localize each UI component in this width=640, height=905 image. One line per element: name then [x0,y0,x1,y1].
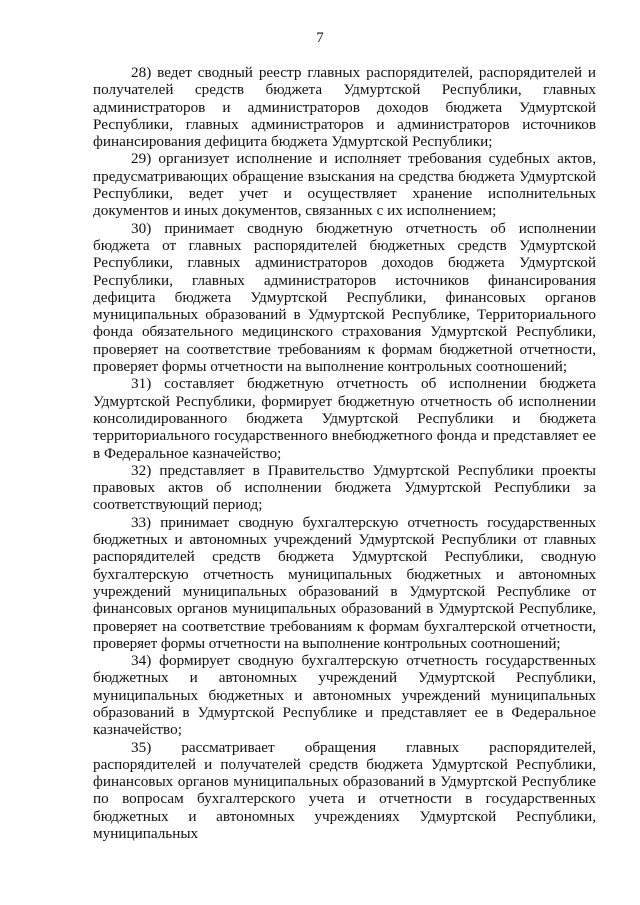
list-item-32: 32) представляет в Правительство Удмуртской Республики проекты правовых актов об исполнении бюджета Удмуртской Республики за соответствующий период; [93,461,596,514]
list-item-29: 29) организует исполнение и исполняет требования судебных актов, предусматривающих обращение взыскания на средства бюджета Удмуртской Республики, ведет учет и осуществляет хранение исполнительных документов и иных документов, связанных с их исполнением; [93,150,596,220]
list-item-33: 33) принимает сводную бухгалтерскую отчетность государственных бюджетных и автономных учреждений Удмуртской Республики от главных распорядителей средств бюджета Удмуртской Республики, сводную бухгалтерскую отчетность муниципальных бюджетных и автономных учреждений муниципальных образований в Удмуртской Республике от финансовых органов муниципальных образований в Удмуртской Республике, проверяет на соответствие требованиям к формам бухгалтерской отчетности, проверяет формы отчетности на выполнение контрольных соотношений; [93,513,596,652]
list-item-34: 34) формирует сводную бухгалтерскую отчетность государственных бюджетных и автономных учреждений Удмуртской Республики, муниципальных бюджетных и автономных учреждений муниципальных образований в Удмуртской Республике и представляет ее в Федеральное казначейство; [93,652,596,739]
document-body [93,64,596,842]
list-item-28: 28) ведет сводный реестр главных распорядителей, распорядителей и получателей средств бюджета Удмуртской Республики, главных администраторов и администраторов доходов бюджета Удмуртской Республики, главных администраторов и администраторов источников финансирования дефицита бюджета Удмуртской Республики; [93,64,596,151]
page-number: 7 [316,30,324,46]
list-item-35: 35) рассматривает обращения главных распорядителей, распорядителей и получателей средств бюджета Удмуртской Республики, финансовых органов муниципальных образований в Удмуртской Республике по вопросам бухгалтерского учета и отчетности в государственных бюджетных и автономных учреждениях Удмуртской Республики, муниципальных [93,738,596,843]
list-item-31: 31) составляет бюджетную отчетность об исполнении бюджета Удмуртской Республики, формирует бюджетную отчетность об исполнении консолидированного бюджета Удмуртской Республики и бюджета территориального государственного внебюджетного фонда и представляет ее в Федеральное казначейство; [93,375,596,462]
list-item-30: 30) принимает сводную бюджетную отчетность об исполнении бюджета от главных распорядителей бюджетных средств Удмуртской Республики, главных администраторов доходов бюджета Удмуртской Республики, главных администраторов источников финансирования дефицита бюджета Удмуртской Республики, финансовых органов муниципальных образований в Удмуртской Республике, Территориального фонда обязательного медицинского страхования Удмуртской Республики, проверяет на соответствие требованиям к формам бюджетной отчетности, проверяет формы отчетности на выполнение контрольных соотношений; [93,219,596,376]
